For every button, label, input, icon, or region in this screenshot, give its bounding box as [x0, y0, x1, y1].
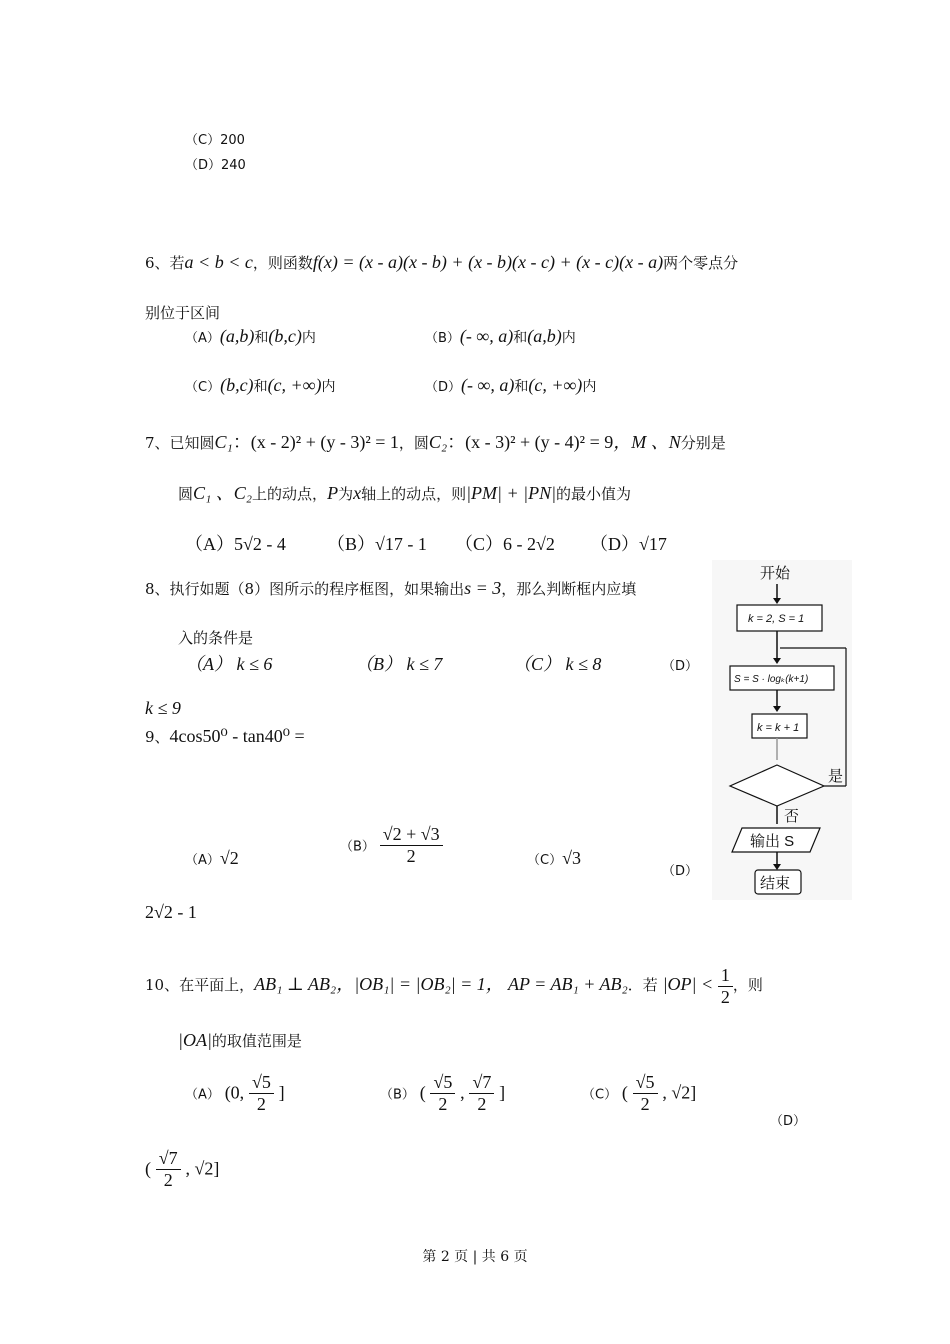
- q8-s: s = 3: [464, 578, 502, 598]
- q6-b-and: 和: [513, 330, 528, 346]
- q10-b-denominator2: 2: [477, 1093, 487, 1114]
- q6-mid: ，则函数: [252, 254, 313, 272]
- q10-a-fraction: [249, 1072, 274, 1114]
- q6-b-interval2: (a,b): [527, 326, 562, 346]
- q9-c-value: √3: [562, 848, 581, 868]
- q7-l2a: 圆: [178, 485, 194, 503]
- question-7-stem: [145, 428, 726, 454]
- q6-d-and: 和: [514, 379, 529, 395]
- q6-d-in: 内: [582, 379, 597, 395]
- q10-d-pre: (: [145, 1158, 151, 1179]
- q6-function: f(x) = (x - a)(x - b) + (x - b)(x - c) + (x - c)(x - a): [312, 252, 664, 272]
- q6-option-c: [185, 375, 336, 396]
- q9-a-value: √2: [219, 848, 239, 868]
- q7-l2b: C₁ 、C₂: [193, 483, 253, 503]
- q6-a-label: （A）: [185, 331, 220, 346]
- q7-c1: C₁: [214, 432, 233, 452]
- q7-tail: 分别是: [680, 434, 726, 452]
- q10-b-numerator2: √7: [469, 1072, 494, 1094]
- q6-d-interval2: (c, +∞): [528, 375, 583, 395]
- q10-oa: |OA|: [178, 1030, 212, 1050]
- q10-option-a: [185, 1072, 285, 1114]
- q7-l2i: 的最小值为: [556, 485, 632, 503]
- q10-b-fraction1: [430, 1072, 455, 1114]
- q10-a-denominator: 2: [256, 1093, 266, 1114]
- q9-option-b: [340, 824, 443, 866]
- q7-l2g: 轴上的动点，则: [361, 485, 467, 503]
- q7-c2-prefix: ，圆: [398, 434, 429, 452]
- q6-option-a: [185, 326, 316, 347]
- q7-option-d: （D）√17: [590, 534, 667, 554]
- question-8-stem: [145, 578, 636, 599]
- q8-tail: ，那么判断框内应填: [501, 580, 637, 598]
- q7-option-a: （A）5√2 - 4: [185, 534, 286, 554]
- question-10-stem: [145, 965, 763, 1007]
- q6-b-label: （B）: [425, 331, 460, 346]
- q10-option-b: [380, 1072, 505, 1114]
- q10-op: |OP| <: [662, 974, 714, 995]
- q10-ze: ，则: [732, 976, 763, 995]
- flowchart-output: 输出 S: [750, 833, 795, 850]
- flowchart-init: k = 2, S = 1: [748, 613, 805, 625]
- q10-cond3: ， AP = AB₁ + AB₂: [485, 974, 628, 995]
- q10-range-text: 的取值范围是: [211, 1032, 302, 1050]
- q6-a-and: 和: [254, 330, 269, 346]
- q9-b-fraction: [380, 824, 443, 866]
- q6-c-interval1: (b,c): [220, 375, 254, 395]
- q6-d-interval1: (- ∞, a): [461, 375, 515, 395]
- q7-label: 7、已知圆: [145, 434, 215, 452]
- q10-d-post: , √2]: [185, 1158, 220, 1179]
- flowchart-end: 结束: [760, 875, 791, 892]
- q8-option-a: （A） k ≤ 6: [185, 654, 273, 674]
- q10-d-fraction: [156, 1148, 181, 1190]
- flowchart-figure: [712, 560, 852, 900]
- q7-c2-equation: ：(x - 3)² + (y - 4)² = 9: [447, 432, 614, 452]
- q10-b-mid: ,: [460, 1082, 465, 1103]
- q9-expression: 4cos50⁰ - tan40⁰ =: [169, 726, 305, 746]
- q10-c-post: , √2]: [662, 1082, 697, 1103]
- q10-c-denominator: 2: [640, 1093, 650, 1114]
- flowchart-step: S = S · logₖ(k+1): [734, 674, 809, 685]
- q9-option-d-label: （D）: [662, 864, 699, 879]
- q10-d-denominator: 2: [163, 1169, 173, 1190]
- q7-l2f: x: [353, 483, 362, 503]
- q7-mn: ，M 、N: [613, 432, 681, 452]
- q10-line2: [178, 1030, 302, 1051]
- q6-line2: 别位于区间: [145, 304, 221, 322]
- q7-l2c: 上的动点，: [252, 485, 328, 503]
- q10-half-denominator: 2: [720, 986, 730, 1007]
- q6-option-b: [425, 326, 576, 347]
- q8-label: 8、执行如题（8）图所示的程序框图，如果输出: [145, 580, 465, 598]
- q9-option-a: [185, 848, 239, 869]
- q9-b-numerator: √2 + √3: [380, 824, 443, 846]
- q10-b-pre: (: [419, 1082, 426, 1103]
- q10-option-d-label: （D）: [770, 1114, 807, 1129]
- q6-option-d: [425, 375, 596, 396]
- q10-option-d-value: [145, 1148, 219, 1190]
- question-9-stem: [145, 726, 305, 747]
- q10-ruo: ．若: [627, 976, 658, 995]
- flowchart-inc: k = k + 1: [757, 722, 800, 734]
- q10-a-label: （A）: [185, 1087, 220, 1103]
- q6-a-interval2: (b,c): [268, 326, 302, 346]
- q7-option-c: （C）6 - 2√2: [455, 534, 555, 554]
- q10-c-pre: (: [621, 1082, 628, 1103]
- q10-b-label: （B）: [380, 1087, 415, 1103]
- q7-option-b: （B）√17 - 1: [327, 534, 427, 554]
- flowchart-yes: 是: [828, 768, 844, 785]
- q6-c-in: 内: [321, 379, 336, 395]
- q9-b-denominator: 2: [406, 845, 416, 866]
- q10-cond1: AB₁ ⊥ AB₂: [254, 974, 337, 995]
- q9-c-label: （C）: [527, 853, 563, 868]
- flowchart-start: 开始: [760, 565, 791, 582]
- flowchart-no: 否: [784, 808, 800, 825]
- q9-option-d-value: 2√2 - 1: [145, 902, 197, 922]
- q6-c-interval2: (c, +∞): [267, 375, 322, 395]
- q10-c-fraction: [633, 1072, 658, 1114]
- q6-a-interval1: (a,b): [219, 326, 255, 346]
- q9-b-label: （B）: [340, 839, 375, 855]
- q5-option-d: （D）240: [185, 158, 246, 173]
- q9-label: 9、: [145, 728, 170, 746]
- q10-a-post: ]: [278, 1082, 285, 1103]
- q6-tail: 两个零点分: [663, 254, 739, 272]
- q10-a-numerator: √5: [249, 1072, 274, 1094]
- q6-label: 6、若: [145, 254, 185, 272]
- q10-b-fraction2: [469, 1072, 494, 1114]
- q5-option-c: （C）200: [185, 133, 245, 148]
- q7-l2d: P: [327, 483, 339, 503]
- q8-option-c: （C） k ≤ 8: [513, 654, 602, 674]
- question-6-stem: [145, 252, 738, 273]
- q6-b-interval1: (- ∞, a): [459, 326, 514, 346]
- q10-d-numerator: √7: [156, 1148, 181, 1170]
- q6-c-label: （C）: [185, 380, 221, 395]
- q10-a-pre: (0,: [224, 1082, 245, 1103]
- page-footer: 第 2 页 | 共 6 页: [422, 1249, 528, 1265]
- q7-c1-equation: ：(x - 2)² + (y - 3)² = 1: [232, 432, 399, 452]
- q10-b-numerator1: √5: [430, 1072, 455, 1094]
- q10-half-numerator: 1: [718, 965, 733, 987]
- q6-a-in: 内: [301, 330, 316, 346]
- q7-line2: [178, 479, 631, 505]
- q7-l2h: |PM| + |PN|: [466, 483, 557, 503]
- q10-option-c: [582, 1072, 696, 1114]
- q10-label: 10、在平面上，: [145, 976, 255, 995]
- q6-b-in: 内: [561, 330, 576, 346]
- q9-option-c: [527, 848, 581, 869]
- q7-c2: C₂: [428, 432, 448, 452]
- q10-b-post: ]: [499, 1082, 506, 1103]
- q8-option-d-value: k ≤ 9: [145, 698, 181, 718]
- q9-a-label: （A）: [185, 853, 220, 868]
- q6-condition: a < b < c: [184, 252, 253, 272]
- q10-cond2: ，|OB₁| = |OB₂| = 1: [336, 974, 486, 995]
- q10-b-denominator1: 2: [438, 1093, 448, 1114]
- q6-d-label: （D）: [425, 380, 462, 395]
- q10-half: [718, 965, 733, 1007]
- q7-l2e: 为: [338, 485, 354, 503]
- q8-line2: 入的条件是: [178, 629, 254, 647]
- q8-option-d-label: （D）: [662, 659, 699, 674]
- q6-c-and: 和: [253, 379, 268, 395]
- q10-c-label: （C）: [582, 1087, 618, 1103]
- q8-option-b: （B） k ≤ 7: [355, 654, 443, 674]
- q10-c-numerator: √5: [633, 1072, 658, 1094]
